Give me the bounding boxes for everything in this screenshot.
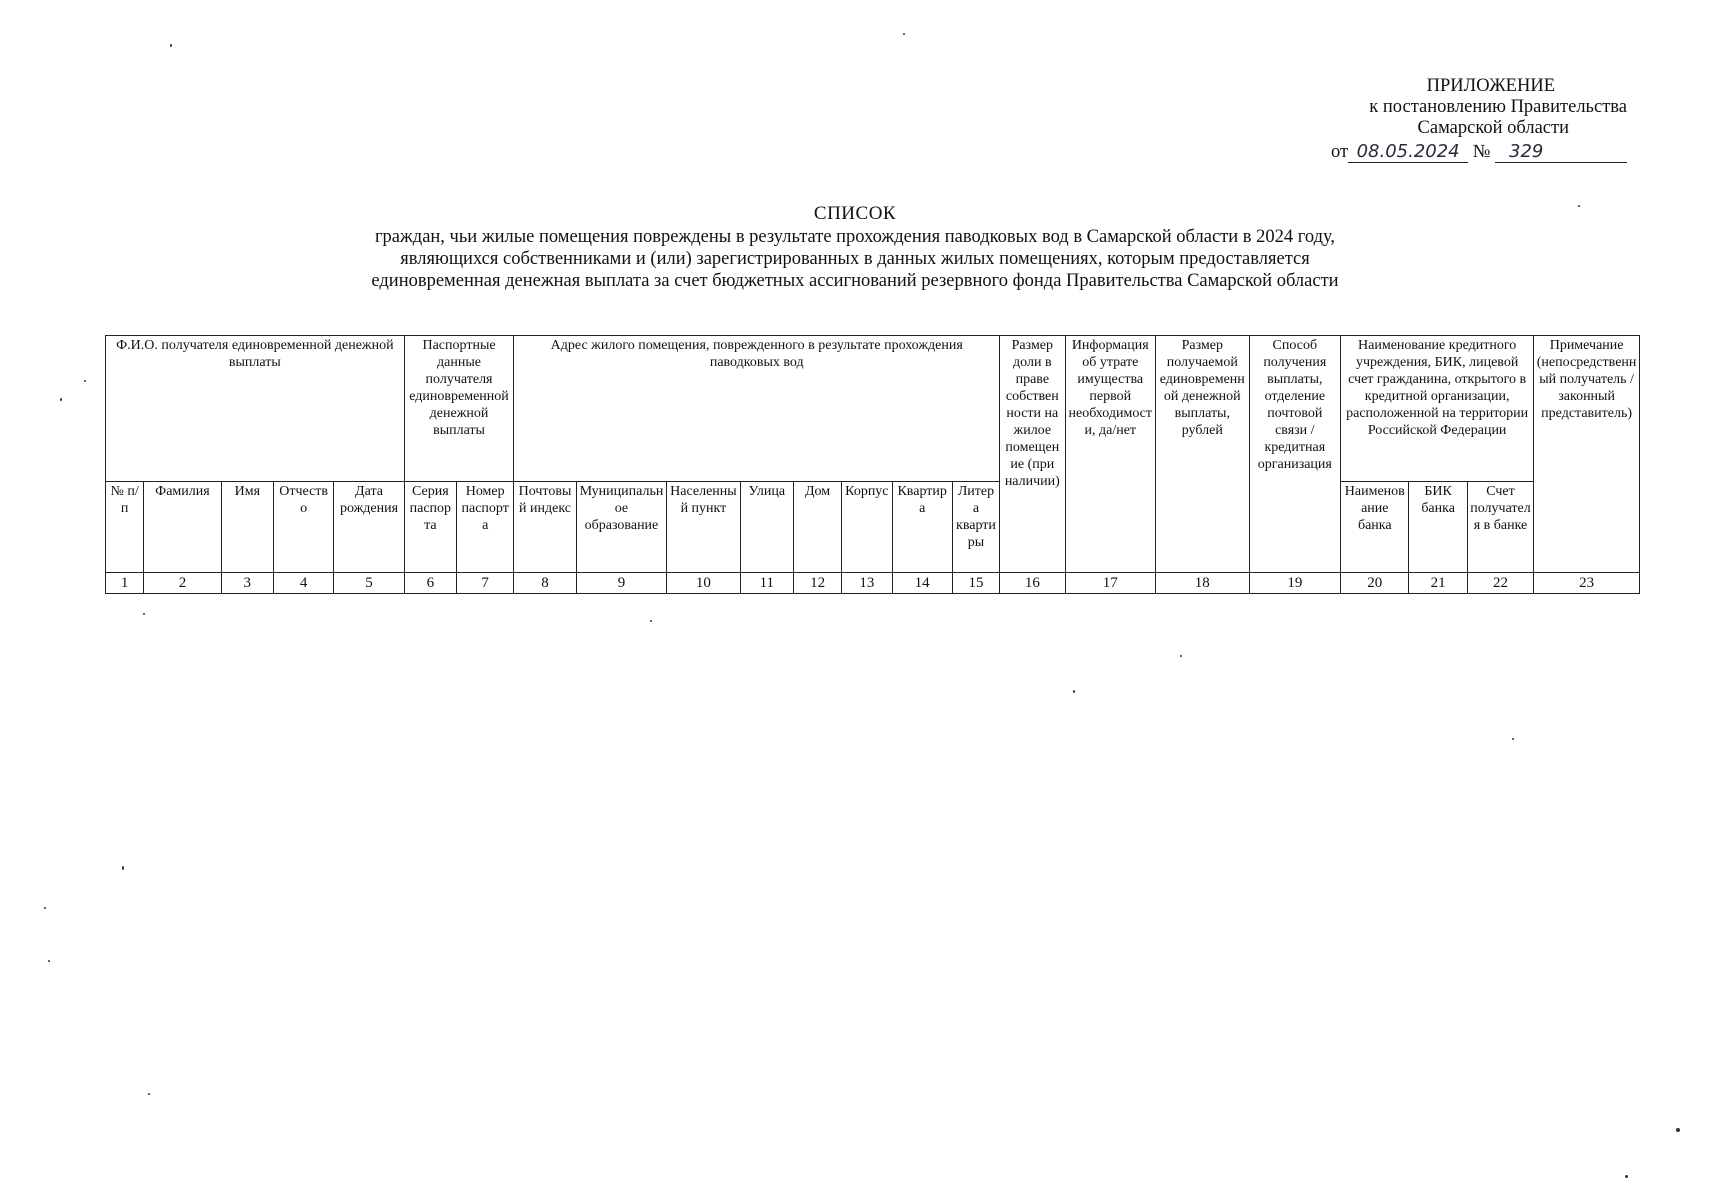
- column-number: 13: [842, 573, 892, 594]
- header-fio: Ф.И.О. получателя единовременной денежной выплаты: [106, 336, 405, 482]
- appendix-date-line: [1287, 141, 1627, 163]
- scan-speck: [48, 960, 50, 962]
- subheader-surname: Фамилия: [144, 482, 221, 573]
- column-number: 12: [793, 573, 841, 594]
- scan-speck: [1578, 205, 1580, 207]
- document-subtitle-3: единовременная денежная выплата за счет бюджетных ассигнований резервного фонда Правительства Самарской области: [371, 271, 1339, 291]
- subheader-locality: Населенный пункт: [667, 482, 740, 573]
- column-number: 7: [457, 573, 514, 594]
- header-bank: Наименование кредитного учреждения, БИК, лицевой счет гражданина, открытого в кредитной организации, расположенной на территории Российской Федерации: [1341, 336, 1534, 482]
- column-number: 14: [892, 573, 952, 594]
- column-number: 19: [1249, 573, 1341, 594]
- scan-speck: [1676, 1128, 1680, 1132]
- column-number: 8: [514, 573, 576, 594]
- scan-speck: [650, 620, 652, 622]
- column-number: 23: [1534, 573, 1640, 594]
- subheader-patronymic: Отчество: [273, 482, 333, 573]
- appendix-title: ПРИЛОЖЕНИЕ: [1426, 76, 1555, 96]
- column-number: 6: [404, 573, 456, 594]
- scan-speck: [143, 613, 145, 615]
- subheader-street: Улица: [740, 482, 793, 573]
- subheader-postal-code: Почтовый индекс: [514, 482, 576, 573]
- column-number: 15: [952, 573, 999, 594]
- column-number: 9: [576, 573, 667, 594]
- subheader-bank-name: Наименование банка: [1341, 482, 1409, 573]
- column-number: 5: [334, 573, 404, 594]
- document-subtitle-2: являющихся собственниками и (или) зарегистрированных в данных жилых помещениях, которым предоставляется: [400, 249, 1310, 269]
- subheader-building: Корпус: [842, 482, 892, 573]
- date-prefix: от: [1331, 142, 1349, 162]
- document-heading: СПИСОК: [813, 203, 897, 224]
- scan-speck: [122, 866, 124, 870]
- subheader-municipality: Муниципальное образование: [576, 482, 667, 573]
- document-subtitle-1: граждан, чьи жилые помещения повреждены в результате прохождения паводковых вод в Самарской области в 2024 году,: [374, 227, 1336, 247]
- appendix-block: [1287, 76, 1627, 163]
- column-number: 20: [1341, 573, 1409, 594]
- subheader-bank-bik: БИК банка: [1409, 482, 1467, 573]
- header-note: Примечание (непосредственный получатель / законный представитель): [1534, 336, 1640, 573]
- scan-speck: [1512, 738, 1514, 740]
- subheader-name: Имя: [221, 482, 273, 573]
- subheader-bank-account: Счет получателя в банке: [1467, 482, 1533, 573]
- scan-speck: [84, 380, 86, 382]
- scan-speck: [1625, 1175, 1628, 1178]
- scan-speck: [1180, 655, 1182, 657]
- subheader-passport-series: Серия паспорта: [404, 482, 456, 573]
- subheader-apartment-letter: Литера квартиры: [952, 482, 999, 573]
- subheader-apartment: Квартира: [892, 482, 952, 573]
- subheader-house: Дом: [793, 482, 841, 573]
- column-numbers-row: [106, 573, 1640, 594]
- table-header-row-1: [106, 336, 1640, 482]
- column-number: 21: [1409, 573, 1467, 594]
- scan-speck: [44, 907, 46, 909]
- column-number: 22: [1467, 573, 1533, 594]
- appendix-line-3: Самарской области: [1417, 118, 1569, 138]
- table-header-row-2: [106, 482, 1640, 573]
- scan-speck: [170, 44, 172, 47]
- appendix-line-2: к постановлению Правительства: [1369, 97, 1627, 117]
- header-amount: Размер получаемой единовременной денежной выплаты, рублей: [1156, 336, 1250, 573]
- handwritten-date: 08.05.2024: [1348, 141, 1468, 163]
- header-loss: Информация об утрате имущества первой необходимости, да/нет: [1065, 336, 1156, 573]
- column-number: 17: [1065, 573, 1156, 594]
- header-passport: Паспортные данные получателя единовременной денежной выплаты: [404, 336, 514, 482]
- scan-speck: [60, 398, 62, 401]
- column-number: 4: [273, 573, 333, 594]
- document-title-block: [300, 203, 1410, 292]
- column-number: 11: [740, 573, 793, 594]
- subheader-birth-date: Дата рождения: [334, 482, 404, 573]
- header-method: Способ получения выплаты, отделение почтовой связи / кредитная организация: [1249, 336, 1341, 573]
- recipients-table: [105, 335, 1640, 594]
- handwritten-number: 329: [1495, 141, 1627, 163]
- scan-speck: [1073, 690, 1075, 693]
- scan-speck: [903, 33, 905, 35]
- column-number: 18: [1156, 573, 1250, 594]
- column-number: 1: [106, 573, 144, 594]
- header-address: Адрес жилого помещения, поврежденного в результате прохождения паводковых вод: [514, 336, 1000, 482]
- subheader-passport-number: Номер паспорта: [457, 482, 514, 573]
- header-share: Размер доли в праве собственности на жилое помещение (при наличии): [1000, 336, 1065, 573]
- column-number: 2: [144, 573, 221, 594]
- column-number: 3: [221, 573, 273, 594]
- column-number: 10: [667, 573, 740, 594]
- number-prefix: №: [1472, 142, 1491, 162]
- column-number: 16: [1000, 573, 1065, 594]
- subheader-number: № п/п: [106, 482, 144, 573]
- scan-speck: [148, 1093, 150, 1095]
